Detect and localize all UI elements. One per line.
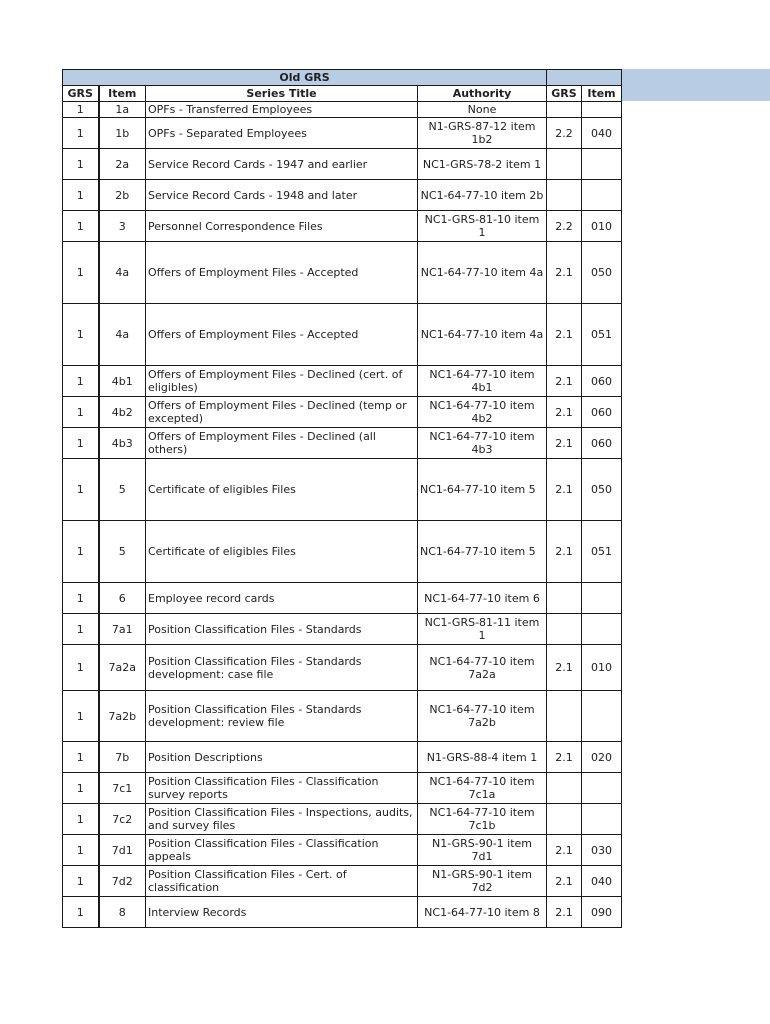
cell-grs: 1 xyxy=(63,118,99,149)
cell-authority: NC1-64-77-10 item 4b3 xyxy=(418,428,547,459)
table-row xyxy=(63,835,622,866)
cell-new-grs: 2.1 xyxy=(547,304,582,366)
cell-new-item xyxy=(582,180,622,211)
table-row xyxy=(63,645,622,691)
cell-new-item: 050 xyxy=(582,459,622,521)
cell-authority: NC1-64-77-10 item 7a2b xyxy=(418,691,547,742)
cell-new-item xyxy=(582,804,622,835)
col-header-new-item: Item xyxy=(582,86,622,102)
cell-grs: 1 xyxy=(63,583,99,614)
cell-new-item: 030 xyxy=(582,835,622,866)
cell-item: 5 xyxy=(99,459,146,521)
cell-series-title: Offers of Employment Files - Accepted xyxy=(146,304,418,366)
cell-authority: NC1-64-77-10 item 4a xyxy=(418,304,547,366)
cell-authority: NC1-64-77-10 item 4a xyxy=(418,242,547,304)
cell-item: 2a xyxy=(99,149,146,180)
col-header-series-title: Series Title xyxy=(146,86,418,102)
cell-authority: NC1-64-77-10 item 5 xyxy=(418,459,547,521)
table-row xyxy=(63,180,622,211)
cell-grs: 1 xyxy=(63,691,99,742)
table-row xyxy=(63,149,622,180)
cell-new-item: 051 xyxy=(582,304,622,366)
cell-authority: N1-GRS-90-1 item 7d2 xyxy=(418,866,547,897)
cell-authority: NC1-GRS-81-11 item 1 xyxy=(418,614,547,645)
cell-grs: 1 xyxy=(63,242,99,304)
cell-grs: 1 xyxy=(63,804,99,835)
cell-series-title: Offers of Employment Files - Declined (all others) xyxy=(146,428,418,459)
header-band-overflow xyxy=(622,69,770,101)
table-body xyxy=(63,102,622,928)
cell-new-item: 060 xyxy=(582,366,622,397)
cell-item: 7a2b xyxy=(99,691,146,742)
cell-new-item xyxy=(582,773,622,804)
cell-grs: 1 xyxy=(63,211,99,242)
table-row xyxy=(63,366,622,397)
table-row xyxy=(63,459,622,521)
col-header-grs: GRS xyxy=(63,86,99,102)
cell-new-item: 050 xyxy=(582,242,622,304)
cell-new-item xyxy=(582,149,622,180)
cell-new-grs: 2.1 xyxy=(547,397,582,428)
cell-grs: 1 xyxy=(63,614,99,645)
table-row xyxy=(63,804,622,835)
cell-item: 7d1 xyxy=(99,835,146,866)
cell-series-title: Offers of Employment Files - Declined (temp or excepted) xyxy=(146,397,418,428)
cell-series-title: Service Record Cards - 1947 and earlier xyxy=(146,149,418,180)
table-row xyxy=(63,304,622,366)
cell-grs: 1 xyxy=(63,773,99,804)
grs-crosswalk-table xyxy=(62,69,622,928)
cell-item: 7c2 xyxy=(99,804,146,835)
cell-series-title: Position Classification Files - Classification survey reports xyxy=(146,773,418,804)
cell-item: 4a xyxy=(99,304,146,366)
cell-authority: N1-GRS-88-4 item 1 xyxy=(418,742,547,773)
cell-authority: N1-GRS-87-12 item 1b2 xyxy=(418,118,547,149)
cell-authority: NC1-64-77-10 item 6 xyxy=(418,583,547,614)
table-row xyxy=(63,897,622,928)
cell-item: 1b xyxy=(99,118,146,149)
cell-series-title: OPFs - Transferred Employees xyxy=(146,102,418,118)
cell-new-grs: 2.2 xyxy=(547,118,582,149)
cell-authority: NC1-64-77-10 item 8 xyxy=(418,897,547,928)
cell-new-grs: 2.1 xyxy=(547,459,582,521)
new-grs-group-header xyxy=(547,70,622,86)
cell-new-grs xyxy=(547,804,582,835)
cell-new-grs: 2.1 xyxy=(547,366,582,397)
cell-new-item: 040 xyxy=(582,866,622,897)
cell-new-grs xyxy=(547,691,582,742)
header-columns-row xyxy=(63,86,622,102)
table-row xyxy=(63,428,622,459)
cell-authority: NC1-64-77-10 item 7c1a xyxy=(418,773,547,804)
cell-new-grs xyxy=(547,583,582,614)
cell-series-title: Position Descriptions xyxy=(146,742,418,773)
cell-authority: NC1-64-77-10 item 4b2 xyxy=(418,397,547,428)
table-row xyxy=(63,742,622,773)
cell-authority: NC1-64-77-10 item 7c1b xyxy=(418,804,547,835)
cell-grs: 1 xyxy=(63,645,99,691)
cell-new-item xyxy=(582,583,622,614)
cell-item: 5 xyxy=(99,521,146,583)
cell-series-title: Employee record cards xyxy=(146,583,418,614)
cell-new-grs: 2.1 xyxy=(547,428,582,459)
cell-new-item: 090 xyxy=(582,897,622,928)
cell-item: 1a xyxy=(99,102,146,118)
table-row xyxy=(63,397,622,428)
cell-authority: NC1-64-77-10 item 4b1 xyxy=(418,366,547,397)
cell-series-title: Personnel Correspondence Files xyxy=(146,211,418,242)
cell-item: 7a1 xyxy=(99,614,146,645)
cell-item: 7b xyxy=(99,742,146,773)
cell-item: 4a xyxy=(99,242,146,304)
cell-authority: NC1-64-77-10 item 7a2a xyxy=(418,645,547,691)
cell-new-grs: 2.1 xyxy=(547,835,582,866)
table-row xyxy=(63,118,622,149)
cell-grs: 1 xyxy=(63,366,99,397)
table-row xyxy=(63,866,622,897)
cell-new-item xyxy=(582,691,622,742)
cell-item: 4b2 xyxy=(99,397,146,428)
cell-series-title: Interview Records xyxy=(146,897,418,928)
cell-grs: 1 xyxy=(63,835,99,866)
cell-grs: 1 xyxy=(63,866,99,897)
table-row xyxy=(63,691,622,742)
cell-item: 7c1 xyxy=(99,773,146,804)
table-row xyxy=(63,773,622,804)
table-row xyxy=(63,242,622,304)
cell-series-title: Position Classification Files - Cert. of classification xyxy=(146,866,418,897)
table-row xyxy=(63,211,622,242)
cell-grs: 1 xyxy=(63,102,99,118)
cell-authority: None xyxy=(418,102,547,118)
cell-item: 4b3 xyxy=(99,428,146,459)
cell-authority: NC1-GRS-78-2 item 1 xyxy=(418,149,547,180)
cell-series-title: Certificate of eligibles Files xyxy=(146,521,418,583)
header-group-row xyxy=(63,70,622,86)
cell-item: 8 xyxy=(99,897,146,928)
cell-series-title: OPFs - Separated Employees xyxy=(146,118,418,149)
cell-new-item: 010 xyxy=(582,645,622,691)
cell-item: 7d2 xyxy=(99,866,146,897)
cell-grs: 1 xyxy=(63,304,99,366)
cell-new-grs: 2.1 xyxy=(547,242,582,304)
cell-new-grs: 2.1 xyxy=(547,866,582,897)
cell-grs: 1 xyxy=(63,428,99,459)
cell-grs: 1 xyxy=(63,897,99,928)
cell-series-title: Position Classification Files - Standards development: case file xyxy=(146,645,418,691)
cell-new-grs xyxy=(547,614,582,645)
cell-series-title: Certificate of eligibles Files xyxy=(146,459,418,521)
cell-series-title: Position Classification Files - Standards development: review file xyxy=(146,691,418,742)
cell-new-grs xyxy=(547,149,582,180)
cell-new-grs: 2.1 xyxy=(547,645,582,691)
cell-new-grs: 2.1 xyxy=(547,742,582,773)
cell-new-item: 010 xyxy=(582,211,622,242)
cell-authority: N1-GRS-90-1 item 7d1 xyxy=(418,835,547,866)
cell-grs: 1 xyxy=(63,742,99,773)
cell-authority: NC1-64-77-10 item 5 xyxy=(418,521,547,583)
cell-new-item: 020 xyxy=(582,742,622,773)
cell-item: 6 xyxy=(99,583,146,614)
cell-series-title: Position Classification Files - Standards xyxy=(146,614,418,645)
col-header-item: Item xyxy=(99,86,146,102)
cell-authority: NC1-GRS-81-10 item 1 xyxy=(418,211,547,242)
cell-series-title: Position Classification Files - Classification appeals xyxy=(146,835,418,866)
cell-new-grs: 2.2 xyxy=(547,211,582,242)
cell-new-item: 060 xyxy=(582,428,622,459)
cell-new-grs xyxy=(547,180,582,211)
cell-series-title: Service Record Cards - 1948 and later xyxy=(146,180,418,211)
col-header-authority: Authority xyxy=(418,86,547,102)
cell-new-item: 060 xyxy=(582,397,622,428)
cell-item: 7a2a xyxy=(99,645,146,691)
cell-new-item xyxy=(582,102,622,118)
cell-item: 3 xyxy=(99,211,146,242)
cell-grs: 1 xyxy=(63,459,99,521)
cell-series-title: Offers of Employment Files - Accepted xyxy=(146,242,418,304)
col-header-new-grs: GRS xyxy=(547,86,582,102)
cell-new-grs xyxy=(547,773,582,804)
table-row xyxy=(63,614,622,645)
cell-new-item xyxy=(582,614,622,645)
cell-grs: 1 xyxy=(63,521,99,583)
cell-grs: 1 xyxy=(63,149,99,180)
cell-authority: NC1-64-77-10 item 2b xyxy=(418,180,547,211)
cell-series-title: Position Classification Files - Inspections, audits, and survey files xyxy=(146,804,418,835)
table-row xyxy=(63,102,622,118)
cell-new-grs: 2.1 xyxy=(547,897,582,928)
cell-item: 2b xyxy=(99,180,146,211)
table-row xyxy=(63,521,622,583)
cell-new-item: 051 xyxy=(582,521,622,583)
cell-series-title: Offers of Employment Files - Declined (cert. of eligibles) xyxy=(146,366,418,397)
old-grs-group-header: Old GRS xyxy=(63,70,547,86)
cell-grs: 1 xyxy=(63,180,99,211)
cell-new-item: 040 xyxy=(582,118,622,149)
table-row xyxy=(63,583,622,614)
cell-new-grs xyxy=(547,102,582,118)
cell-new-grs: 2.1 xyxy=(547,521,582,583)
cell-grs: 1 xyxy=(63,397,99,428)
cell-item: 4b1 xyxy=(99,366,146,397)
